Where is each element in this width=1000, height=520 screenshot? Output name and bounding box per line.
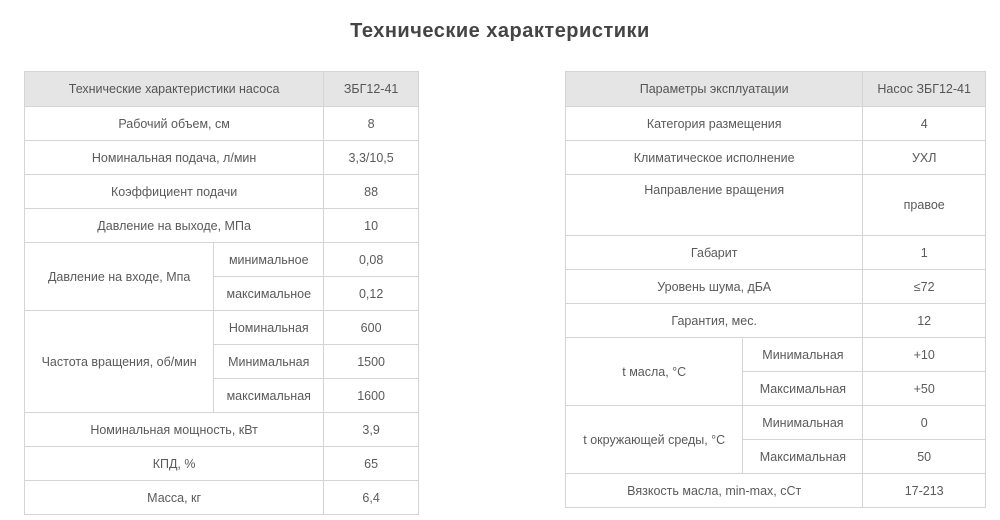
table-row [25, 141, 419, 175]
table-row [566, 406, 986, 440]
table-row [25, 175, 419, 209]
row-label: Коэффициент подачи [25, 175, 324, 209]
pump-specs-table [24, 71, 419, 515]
row-value: 0 [863, 406, 986, 440]
column-header: ЗБГ12-41 [324, 72, 419, 107]
row-value: правое [863, 175, 986, 236]
row-label: Номинальная подача, л/мин [25, 141, 324, 175]
table-row [566, 338, 986, 372]
row-sublabel: Минимальная [214, 345, 324, 379]
row-sublabel: Максимальная [743, 440, 863, 474]
row-label: Давление на входе, Мпа [25, 243, 214, 311]
row-label: Направление вращения [566, 175, 863, 236]
page-title: Технические характеристики [350, 20, 650, 42]
row-value: 50 [863, 440, 986, 474]
row-value: 12 [863, 304, 986, 338]
row-label: Уровень шума, дБА [566, 270, 863, 304]
table-row [25, 481, 419, 515]
table-row [566, 304, 986, 338]
row-value: 3,9 [324, 413, 419, 447]
row-sublabel: минимальное [214, 243, 324, 277]
table-row [25, 107, 419, 141]
row-value: 65 [324, 447, 419, 481]
row-label: Гарантия, мес. [566, 304, 863, 338]
row-sublabel: Минимальная [743, 406, 863, 440]
row-value: 88 [324, 175, 419, 209]
row-label: Вязкость масла, min-max, сСт [566, 474, 863, 508]
row-label: Номинальная мощность, кВт [25, 413, 324, 447]
row-value: 3,3/10,5 [324, 141, 419, 175]
row-label: Давление на выходе, МПа [25, 209, 324, 243]
row-sublabel: максимальная [214, 379, 324, 413]
table-row [566, 270, 986, 304]
row-sublabel: Минимальная [743, 338, 863, 372]
table-header-row [25, 72, 419, 107]
column-header: Технические характеристики насоса [25, 72, 324, 107]
row-label: Климатическое исполнение [566, 141, 863, 175]
row-value: +50 [863, 372, 986, 406]
row-value: 1 [863, 236, 986, 270]
table-row [566, 175, 986, 236]
row-label: t окружающей среды, °С [566, 406, 743, 474]
row-label: КПД, % [25, 447, 324, 481]
column-header: Насос ЗБГ12-41 [863, 72, 986, 107]
table-header-row [566, 72, 986, 107]
row-label: Масса, кг [25, 481, 324, 515]
row-value: +10 [863, 338, 986, 372]
row-value: УХЛ [863, 141, 986, 175]
row-label: Рабочий объем, см [25, 107, 324, 141]
row-sublabel: Максимальная [743, 372, 863, 406]
table-row [566, 236, 986, 270]
row-value: ≤72 [863, 270, 986, 304]
row-sublabel: Номинальная [214, 311, 324, 345]
table-row [566, 107, 986, 141]
row-sublabel: максимальное [214, 277, 324, 311]
row-value: 10 [324, 209, 419, 243]
row-value: 17-213 [863, 474, 986, 508]
table-row [25, 413, 419, 447]
table-row [25, 243, 419, 277]
row-value: 6,4 [324, 481, 419, 515]
row-label: Габарит [566, 236, 863, 270]
row-value: 600 [324, 311, 419, 345]
row-value: 0,08 [324, 243, 419, 277]
row-label: t масла, °С [566, 338, 743, 406]
row-value: 4 [863, 107, 986, 141]
table-row [25, 209, 419, 243]
row-label: Частота вращения, об/мин [25, 311, 214, 413]
row-value: 0,12 [324, 277, 419, 311]
row-label: Категория размещения [566, 107, 863, 141]
table-row [25, 311, 419, 345]
row-value: 1500 [324, 345, 419, 379]
table-row [566, 474, 986, 508]
table-row [566, 141, 986, 175]
column-header: Параметры эксплуатации [566, 72, 863, 107]
operation-params-table [565, 71, 986, 508]
row-value: 1600 [324, 379, 419, 413]
table-row [25, 447, 419, 481]
row-value: 8 [324, 107, 419, 141]
